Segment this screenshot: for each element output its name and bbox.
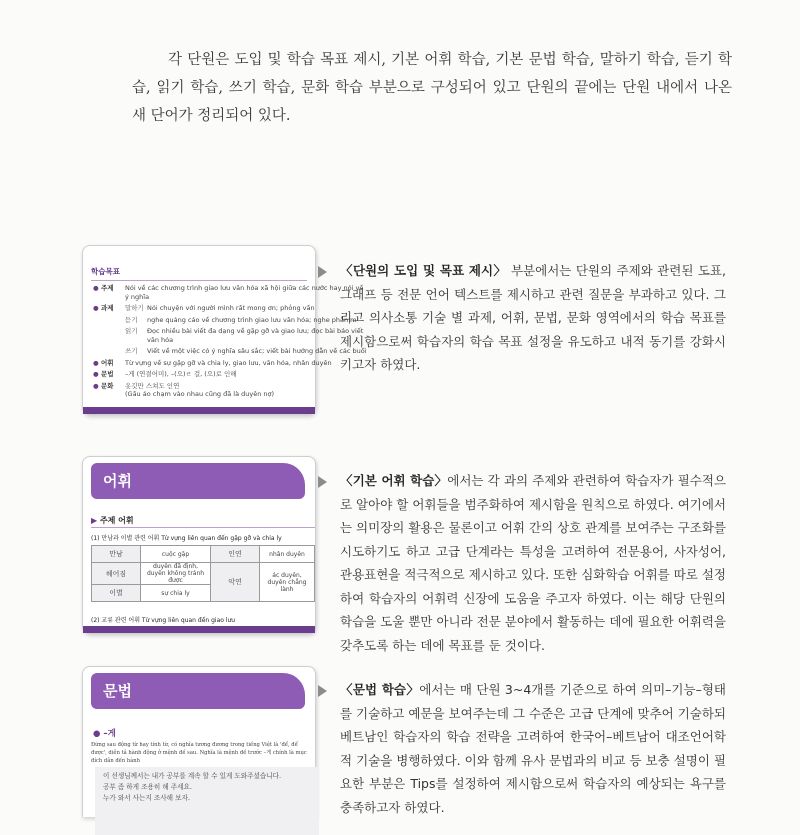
objective-skill: 말하기 [125,304,144,312]
objectives-divider [91,280,307,281]
objective-text: 옷깃만 스쳐도 인연 [125,381,180,390]
objective-row [93,347,367,356]
objective-row [93,304,315,313]
objective-category-label: 문법 [100,370,114,378]
objective-content [125,382,274,399]
vocabulary-table [91,545,315,602]
objective-category [93,327,125,344]
objective-content [125,284,363,301]
purple-footer-bar [83,626,315,633]
objective-category [93,382,125,399]
objective-text: Viết về một việc có ý nghĩa sâu sắc; viết bài hướng dẫn về các buổi [147,347,367,355]
pointer-arrow-icon [318,266,327,278]
example-sentence: 공부 좀 하게 조용히 해 주세요. [103,783,193,791]
objective-skill: 읽기 [125,327,138,335]
objective-text: nghe quảng cáo về chương trình giao lưu văn hóa; nghe phần m [147,315,357,324]
vocabulary-thumbnail [82,456,316,634]
objective-content [125,370,237,379]
learning-objectives-thumbnail [82,245,367,415]
bullet-icon: ● [93,381,101,390]
objective-text: Từ vựng về sự gặp gỡ và chia ly, giao lưu, văn hóa, nhân duyên [125,358,332,367]
bullet-icon: ● [93,358,101,367]
triangle-bullet-icon: ▶ [91,516,100,525]
section-text: 에서는 각 과의 주제와 관련하여 학습자가 필수적으로 알아야 할 어휘들을 범주화하여 제시함을 원칙으로 하였다. 여기에서는 의미장의 활용은 물론이고 어휘 간의 상호 관계를 보여주는 구조화를 시도하기도 하고 고급 단계라는 특성을 고려하여 전문용어, 사자성어, 관용표현을 적극적으로 제시하고 있다. 또한 심화학습 어휘를 따로 설정하여 학습자의 어휘력 신장에 도움을 주고자 하였다. 이는 해당 단원의 학습을 도울 뿐만 아니라 전문 분야에서 활동하는 데에 필요한 어휘력을 갖추도록 하는 데에 목표를 둔 것이다. [340,473,727,653]
table-row [92,546,315,563]
objective-category [93,284,125,301]
objective-category [93,316,125,325]
table-cell: 인연 [211,546,260,563]
objective-text-continued: (Gấu áo chạm vào nhau cũng đã là duyên nợ) [125,390,275,398]
objective-row [93,370,309,379]
topic-vocabulary-heading [91,515,134,526]
example-sentence: 누가 와서 사는지 조사해 보자. [103,794,190,802]
table-cell: duyên đã định, duyên không tránh được [141,563,211,585]
section-text: 부분에서는 단원의 주제와 관련된 도표, 그래프 등 전문 언어 텍스트를 제시하고 관련 질문을 부과하고 있다. 그리고 의사소통 기술 별 과제, 어휘, 문법, 문화 영역에서의 학습 목표를 제시함으로써 학습자의 학습 목표 설정을 유도하고 내적 동기를 강화시키고자 하였다. [340,263,726,372]
objectives-heading: 학습목표 [91,267,120,276]
objective-category [93,304,125,313]
grammar-point-label: –게 [103,729,116,739]
objective-category [93,370,125,379]
table-cell: 이별 [92,585,141,602]
objective-row [93,327,364,344]
table-cell: 만남 [92,546,141,563]
example-sentence: 이 선생님께서는 내가 공부를 계속 할 수 있게 도와주셨습니다. [103,772,282,780]
table-cell: cuộc gặp [141,546,211,563]
objective-category-label: 과제 [100,304,114,312]
objective-category [93,359,125,368]
objective-row [93,315,357,325]
objective-content [147,316,357,325]
objective-content [147,304,315,313]
section-term: 〈단원의 도입 및 목표 제시〉 [340,263,507,278]
subsection-label: (1) 만남과 이별 관련 어휘 Từ vựng liên quan đến gặp gỡ và chia ly [91,535,282,542]
objective-row [93,358,332,368]
vocabulary-divider [91,527,315,528]
table-cell: ác duyên, duyên chẳng lành [260,563,315,602]
objective-row [93,382,309,399]
intro-text: 각 단원은 도입 및 학습 목표 제시, 기본 어휘 학습, 기본 문법 학습, 말하기 학습, 듣기 학습, 읽기 학습, 쓰기 학습, 문화 학습 부분으로 구성되어 있고 단원의 끝에는 단원 내에서 나온 새 단어가 정리되어 있다. [132,52,732,124]
objective-text: –게 (연결어미), –(으)ㄹ 걸, (으)로 인해 [125,370,237,378]
vocabulary-tab-title: 어휘 [103,472,132,490]
section-vocabulary-description [340,469,726,657]
bullet-icon: ● [93,304,101,312]
objective-category-label: 주제 [100,284,114,292]
objectives-list [83,284,367,399]
purple-footer-bar [83,407,315,414]
objective-text: Đọc nhiều bài viết đa dạng về gặp gỡ và giao lưu; đọc bài báo viết [147,327,364,335]
objective-category-label: 문화 [100,381,114,390]
pointer-arrow-icon [318,476,327,488]
grammar-tab-title: 문법 [103,682,132,700]
section-text: 에서는 매 단원 3~4개를 기준으로 하여 의미–기능–형태를 기술하고 예문을 보여주는데 그 수준은 고급 단계에 맞추어 기술하되 베트남인 학습자의 학습 전략을 고려하여 한국어–베트남어 대조언어학적 기술을 병행하였다. 이와 함께 유사 문법과의 비교 등 보충 설명이 필요한 부분은 Tips를 설정하여 제시함으로써 학습자의 예상되는 욕구를 충족하고자 하였다. [340,682,726,815]
table-cell: 악연 [211,563,260,602]
table-cell: sự chia ly [141,585,211,602]
section-term: 〈문법 학습〉 [340,682,420,697]
objective-skill: 듣기 [125,315,138,324]
section-term: 〈기본 어휘 학습〉 [340,473,448,488]
table-row [92,563,315,585]
objective-row [93,284,364,301]
table-cell: nhân duyên [260,546,315,563]
objective-category-label: 어휘 [100,358,114,367]
pointer-arrow-icon [318,685,327,697]
intro-paragraph [132,46,732,130]
objective-text-continued: ý nghĩa [125,292,150,301]
bullet-icon: ● [93,284,101,292]
subsection-label: (2) 교류 관련 어휘 Từ vựng liên quan đến giao lưu [91,617,236,624]
objective-content [125,359,332,368]
vocabulary-tab [91,463,305,499]
objective-category [93,347,125,356]
objective-skill: 쓰기 [125,347,138,355]
section-grammar-description [340,678,726,819]
objective-content [147,347,367,356]
section-intro-description [340,259,726,377]
example-box [95,767,319,835]
objective-content [147,327,363,344]
objective-text: Nói về các chương trình giao lưu văn hóa xã hội giữa các nước hay nói về [125,284,364,292]
objective-text-continued: văn hóa [147,335,174,344]
bullet-icon: ● [93,370,101,378]
topic-vocabulary-label: 주제 어휘 [99,516,134,525]
grammar-point-title: ● –게 [93,729,116,739]
grammar-explanation: Đứng sau động từ hay tính từ, có nghĩa tương đương trong tiếng Việt là 'để, để được', diễn tả hành động ở mệnh đề sau. Nghĩa là mệnh đề trước –게 chính là mục đích dẫn đến hành [91,742,307,764]
grammar-tab [91,673,305,709]
objective-text: Nói chuyện với người mình rất mong ơn; phỏng vấn [147,304,315,312]
grammar-thumbnail [82,666,316,817]
table-cell: 헤어짐 [92,563,141,585]
